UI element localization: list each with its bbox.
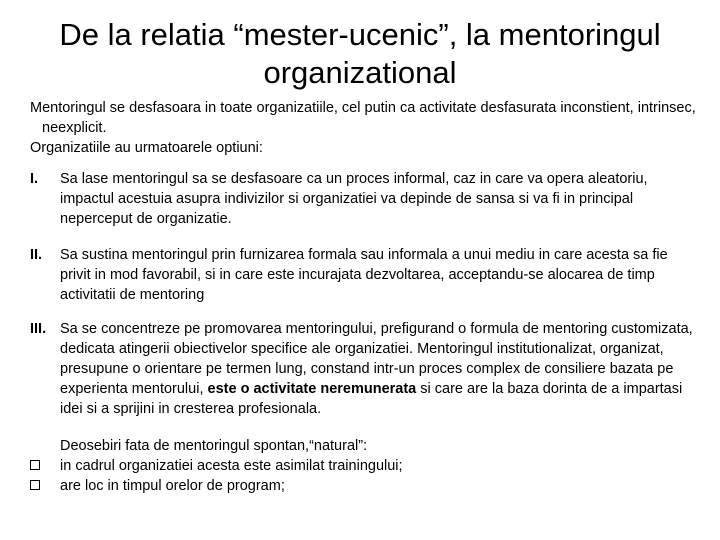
difference-item-2 — [30, 476, 700, 496]
difference-text-2: are loc in timpul orelor de program; — [60, 478, 285, 494]
option-text-3-end: si care are la baza dorinta de a impartasi idei si a sprijini in cresterea profesionala. — [60, 381, 683, 417]
slide-body — [30, 98, 700, 496]
checkbox-bullet-icon — [30, 460, 40, 470]
option-item-3 — [30, 319, 700, 419]
options-lead: Organizatiile au urmatoarele optiuni: — [30, 140, 263, 156]
option-number-2: II. — [30, 247, 43, 263]
option-text-3-emphasis: este o activitate neremunerata — [207, 381, 417, 397]
option-text-3-start: Sa se concentreze pe promovarea mentoringului, prefigurand o formula de mentoring customizata, dedicata atingerii obiectivelor specifice ale organizatiei. Mentoringul institutionalizat, organizat, presupune o orientare pe termen lung, constand intr-un proces complex de consiliere bazata pe experienta mentorului, — [60, 321, 693, 397]
slide-title: De la relatia “mester-ucenic”, la mentoringul organizational — [59, 17, 661, 90]
differences-lead: Deosebiri fata de mentoringul spontan,“natural”: — [60, 438, 368, 454]
option-text-2: Sa sustina mentoringul prin furnizarea formala sau informala a unui mediu in care acesta sa fie privit in mod favorabil, si in care este incurajata dezvoltarea, acceptandu-se alocarea de timp activitatii de mentoring — [60, 247, 668, 303]
option-text-1: Sa lase mentoringul sa se desfasoare ca un proces informal, caz in care va opera aleatoriu, impactul acestuia asupra indivizilor si organizatiei va depinde de sansa si va fi in principal neperceput de organizatie. — [60, 171, 648, 227]
intro-paragraph: Mentoringul se desfasoara in toate organizatiile, cel putin ca activitate desfasurata inconstient, intrinsec, neexplicit. — [30, 100, 696, 136]
difference-item-1 — [30, 456, 700, 476]
option-number-3: III. — [30, 321, 47, 337]
checkbox-bullet-icon — [30, 480, 40, 490]
option-item-1 — [30, 169, 700, 229]
option-number-1: I. — [30, 171, 39, 187]
difference-text-1: in cadrul organizatiei acesta este asimilat trainingului; — [60, 458, 403, 474]
option-item-2 — [30, 245, 700, 305]
